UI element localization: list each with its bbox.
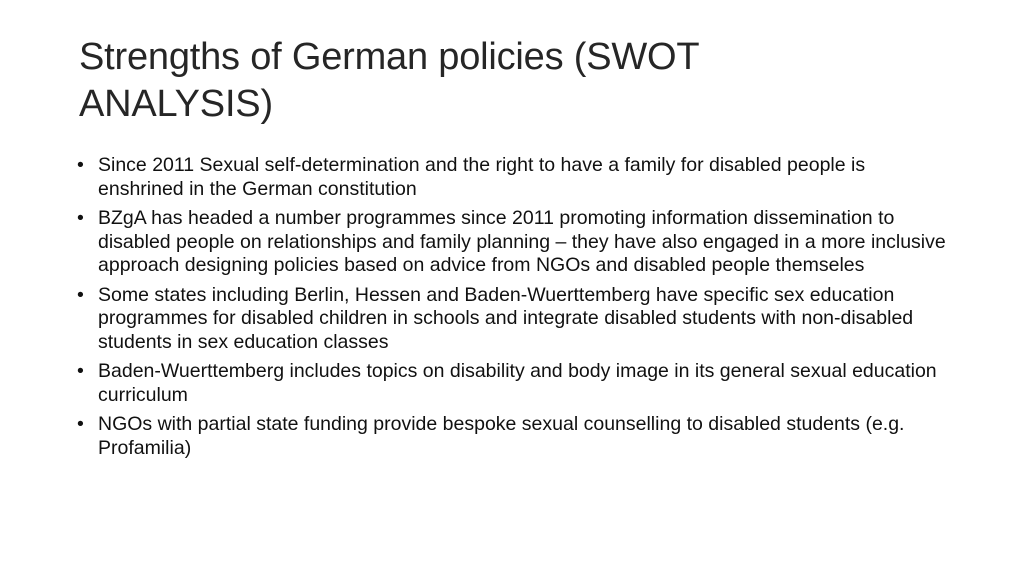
bullet-text: NGOs with partial state funding provide bespoke sexual counselling to disabled students (e.g. Profamilia) [98, 413, 905, 459]
bullet-text: Baden-Wuerttemberg includes topics on disability and body image in its general sexual education curriculum [98, 360, 937, 406]
bullet-list [77, 154, 947, 466]
bullet-text: Some states including Berlin, Hessen and Baden-Wuerttemberg have specific sex education programmes for disabled children in schools and integrate disabled students with non-disabled students in sex education classes [98, 283, 914, 353]
slide-title: Strengths of German policies (SWOT ANALYSIS) [79, 36, 699, 125]
bullet-icon: • [77, 207, 84, 229]
bullet-item [77, 207, 947, 278]
bullet-item [77, 154, 947, 201]
bullet-item [77, 413, 947, 460]
bullet-icon: • [77, 360, 84, 382]
bullet-icon: • [77, 154, 84, 176]
bullet-icon: • [77, 413, 84, 435]
bullet-icon: • [77, 283, 84, 306]
bullet-text: BZgA has headed a number programmes since 2011 promoting information dissemination to disabled people on relationships and family planning – they have also engaged in a more inclusive approach designing policies based on advice from NGOs and disabled people themseles [98, 207, 946, 276]
bullet-item [77, 360, 947, 407]
bullet-text: Since 2011 Sexual self-determination and the right to have a family for disabled people is enshrined in the German constitution [98, 154, 866, 200]
bullet-item [77, 284, 947, 355]
